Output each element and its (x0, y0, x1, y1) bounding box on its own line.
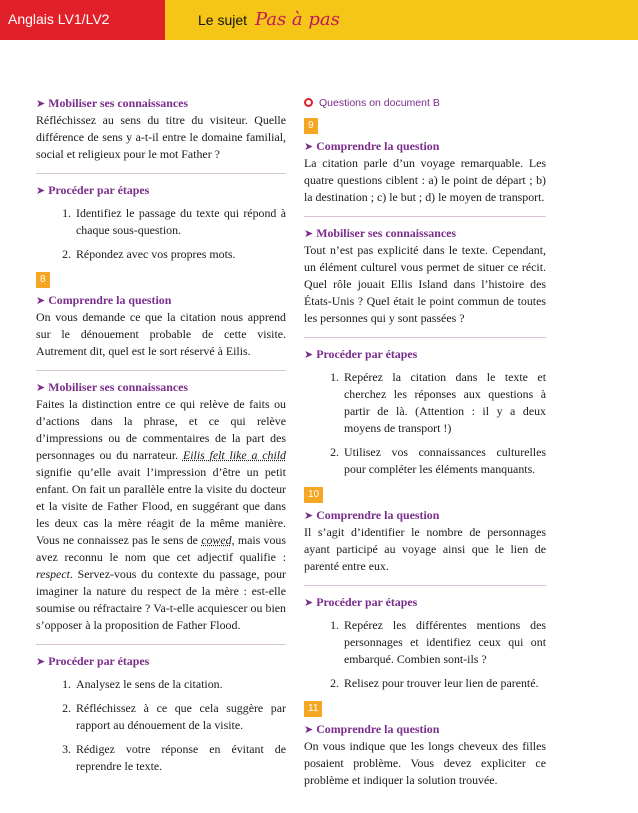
list-item: 1. Repérez la citation dans le texte et cherchez les réponses aux questions à partir de là. (Attention : il y a deux moyens de transport !) (342, 369, 546, 437)
section-title-text: Le sujet (198, 12, 248, 28)
question-number-10: 10 (304, 487, 323, 503)
list-item: 2. Répondez avec vos propres mots. (74, 246, 286, 263)
divider (36, 644, 286, 645)
left-heading-2: ➤ Procéder par étapes (36, 183, 150, 197)
right-heading-3: ➤ Procéder par étapes (304, 347, 418, 361)
right-heading-6: ➤ Comprendre la question (304, 722, 440, 736)
left-paragraph-1: Réfléchissez au sens du titre du visiteur. Quelle différence de sens y a-t-il entre le domaine familial, social et religieux pour le mot Father ? (36, 113, 286, 161)
list-item: 3. Rédigez votre réponse en évitant de reprendre le texte. (74, 741, 286, 775)
document-label: Questions on document B (304, 95, 546, 112)
question-number-9: 9 (304, 118, 318, 134)
question-number-11: 11 (304, 701, 322, 717)
right-paragraph-1: La citation parle d’un voyage remarquable. Les quatre questions ciblent : a) le point de départ ; b) la destination ; c) le but ; d) le moyen de transport. (304, 156, 546, 204)
arrow-icon: ➤ (36, 97, 46, 110)
left-heading-1: ➤ Mobiliser ses connaissances (36, 96, 189, 110)
right-paragraph-4: Il s’agit d’identifier le nombre de personnages ayant participé au voyage ainsi que le lien de parenté entre eux. (304, 525, 546, 573)
quote-citation: Eilis felt like a child (182, 448, 286, 462)
left-heading-5: ➤ Procéder par étapes (36, 654, 150, 668)
divider (36, 370, 286, 371)
arrow-icon: ➤ (304, 723, 314, 736)
left-steps-1 (36, 205, 286, 263)
right-heading-4: ➤ Comprendre la question (304, 508, 440, 522)
arrow-icon: ➤ (304, 227, 314, 240)
section-title (198, 9, 340, 30)
arrow-icon: ➤ (36, 184, 46, 197)
left-paragraph-3: On vous demande ce que la citation nous apprend sur le dénouement probable de cette visite. Autrement dit, quel est le sort réservé à Eilis. (36, 310, 286, 358)
list-item: 2. Relisez pour trouver leur lien de parenté. (342, 675, 546, 692)
left-column (36, 95, 286, 782)
subject-label: Anglais LV1/LV2 (8, 11, 110, 27)
list-item: 2. Utilisez vos connaissances culturelles pour compléter les éléments manquants. (342, 444, 546, 478)
right-heading-1: ➤ Comprendre la question (304, 139, 440, 153)
right-heading-5: ➤ Procéder par étapes (304, 595, 418, 609)
page-header (0, 0, 638, 40)
list-item: 2. Réfléchissez à ce que cela suggère par rapport au dénouement de la visite. (74, 700, 286, 734)
right-paragraph-2: Tout n’est pas explicité dans le texte. Cependant, un élément culturel vous permet de situer ce récit. Quel rôle jouait Ellis Island dans l’histoire des États-Unis ? Quel était le point commun de toutes les personnes qui y sont passées ? (304, 243, 546, 325)
arrow-icon: ➤ (304, 509, 314, 522)
arrow-icon: ➤ (36, 655, 46, 668)
arrow-icon: ➤ (304, 140, 314, 153)
arrow-icon: ➤ (36, 294, 46, 307)
circle-bullet-icon (304, 98, 313, 107)
section-title-script: Pas à pas (254, 9, 340, 30)
list-item: 1. Analysez le sens de la citation. (74, 676, 286, 693)
right-paragraph-6: On vous indique que les longs cheveux des filles posaient problème. Vous devez expliciter ce problème et indiquer la solution trouvée. (304, 739, 546, 787)
right-column (304, 95, 546, 789)
quote-citation: respect (36, 567, 70, 581)
left-paragraph-4: Faites la distinction entre ce qui relève de faits ou d’actions dans la phrase, et ce qui relève d’impressions ou de commentaires de la part des personnages ou du narrateur. Eilis felt like a child signifie qu’elle avait l’impression d’être un petit enfant. On fait un parallèle entre la visite du docteur et la visite de Father Flood, en suggérant que dans les deux cas la mère réagit de la même manière. Vous ne connaissez pas le sens de cowed, mais vous avez reconnu le nom que cet adjectif qualifie : respect. Servez-vous du contexte du passage, pour imaginer la nature du respect de la mère : est-elle soumise ou réfractaire ? Va-t-elle acquiescer ou bien s’opposer à la proposition de Father Flood. (36, 397, 286, 632)
right-steps-2 (304, 617, 546, 692)
left-heading-3: ➤ Comprendre la question (36, 293, 172, 307)
right-heading-2: ➤ Mobiliser ses connaissances (304, 226, 457, 240)
divider (304, 216, 546, 217)
quote-citation: cowed (201, 533, 232, 547)
arrow-icon: ➤ (36, 381, 46, 394)
arrow-icon: ➤ (304, 348, 314, 361)
list-item: 1. Identifiez le passage du texte qui répond à chaque sous-question. (74, 205, 286, 239)
divider (304, 585, 546, 586)
arrow-icon: ➤ (304, 596, 314, 609)
question-number-8: 8 (36, 272, 50, 288)
right-steps-1 (304, 369, 546, 478)
divider (304, 337, 546, 338)
left-steps-2 (36, 676, 286, 775)
left-heading-4: ➤ Mobiliser ses connaissances (36, 380, 189, 394)
list-item: 1. Repérez les différentes mentions des personnages et identifiez ceux qui ont embarqué. Combien sont-ils ? (342, 617, 546, 668)
divider (36, 173, 286, 174)
